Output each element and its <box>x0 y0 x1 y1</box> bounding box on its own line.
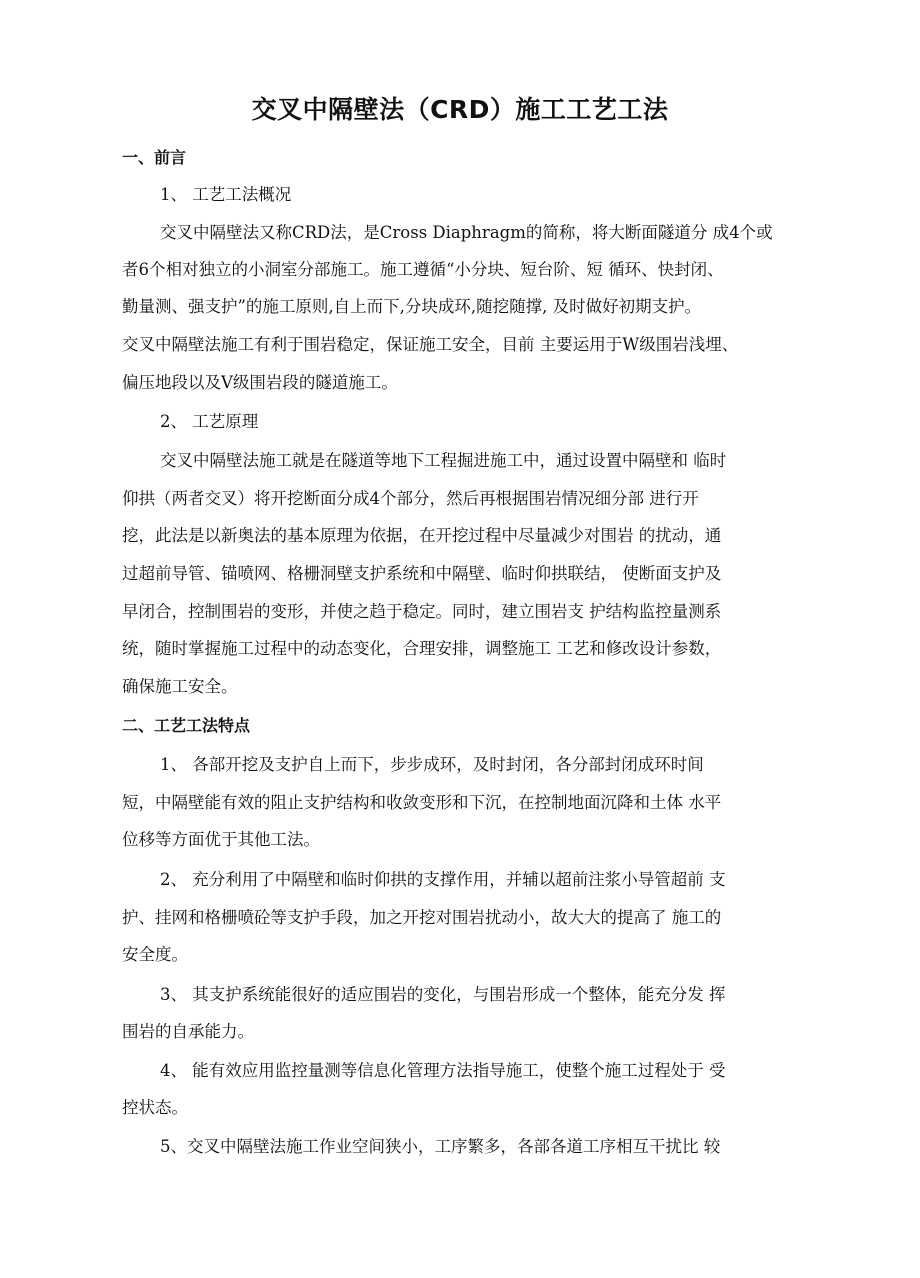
paragraph-line: 统，随时掌握施工过程中的动态变化，合理安排，调整施工 工艺和修改设计参数， <box>122 639 722 658</box>
section-heading-preface: 一、前言 <box>122 148 187 167</box>
paragraph-line: 勤量测、强支护”的施工原则,自上而下,分块成环,随挖随撑, 及时做好初期支护。 <box>122 297 702 316</box>
list-item-line: 安全度。 <box>122 945 188 964</box>
paragraph-line: 者6个相对独立的小洞室分部施工。施工遵循“小分块、短台阶、短 循环、快封闭、 <box>122 260 724 279</box>
paragraph-line: 挖，此法是以新奥法的基本原理为依据，在开挖过程中尽量减少对围岩 的扰动，通 <box>122 526 722 545</box>
list-item-line: 围岩的自承能力。 <box>122 1022 254 1041</box>
list-item-line: 控状态。 <box>122 1098 188 1117</box>
list-item-line: 护、挂网和格栅喷砼等支护手段，加之开挖对围岩扰动小，故大大的提高了 施工的 <box>122 908 722 927</box>
subsection-heading-principle: 2、 工艺原理 <box>160 412 259 431</box>
list-item-line: 3、 其支护系统能很好的适应围岩的变化，与围岩形成一个整体，能充分发 挥 <box>160 985 726 1004</box>
paragraph-line: 交叉中隔壁法施工有利于围岩稳定，保证施工安全，目前 主要运用于W级围岩浅埋、 <box>122 335 739 354</box>
paragraph-line: 偏压地段以及V级围岩段的隧道施工。 <box>122 373 398 392</box>
section-heading-features: 二、工艺工法特点 <box>122 716 251 735</box>
paragraph-line: 仰拱（两者交叉）将开挖断面分成4个部分，然后再根据围岩情况细分部 进行开 <box>122 489 699 508</box>
list-item-line: 2、 充分利用了中隔壁和临时仰拱的支撑作用，并辅以超前注浆小导管超前 支 <box>160 870 726 889</box>
page-title: 交叉中隔壁法（CRD）施工工艺工法 <box>251 95 669 124</box>
paragraph-line: 交叉中隔壁法又称CRD法，是Cross Diaphragm的简称，将大断面隧道分 成4个或 <box>160 223 773 242</box>
list-item-line: 短，中隔壁能有效的阻止支护结构和收敛变形和下沉，在控制地面沉降和土体 水平 <box>122 793 722 812</box>
paragraph-line: 交叉中隔壁法施工就是在隧道等地下工程掘进施工中，通过设置中隔壁和 临时 <box>160 451 727 470</box>
list-item-line: 5、交叉中隔壁法施工作业空间狭小，工序繁多，各部各道工序相互干扰比 较 <box>160 1137 721 1156</box>
paragraph-line: 过超前导管、锚喷网、格栅洞壁支护系统和中隔壁、临时仰拱联结， 使断面支护及 <box>122 564 722 583</box>
paragraph-line: 确保施工安全。 <box>122 677 238 696</box>
list-item-line: 位移等方面优于其他工法。 <box>122 830 320 849</box>
paragraph-line: 早闭合，控制围岩的变形，并使之趋于稳定。同时，建立围岩支 护结构监控量测系 <box>122 602 722 621</box>
list-item-line: 4、 能有效应用监控量测等信息化管理方法指导施工，使整个施工过程处于 受 <box>160 1061 726 1080</box>
list-item-line: 1、 各部开挖及支护自上而下，步步成环，及时封闭，各分部封闭成环时间 <box>160 755 704 774</box>
subsection-heading-overview: 1、 工艺工法概况 <box>160 185 292 204</box>
